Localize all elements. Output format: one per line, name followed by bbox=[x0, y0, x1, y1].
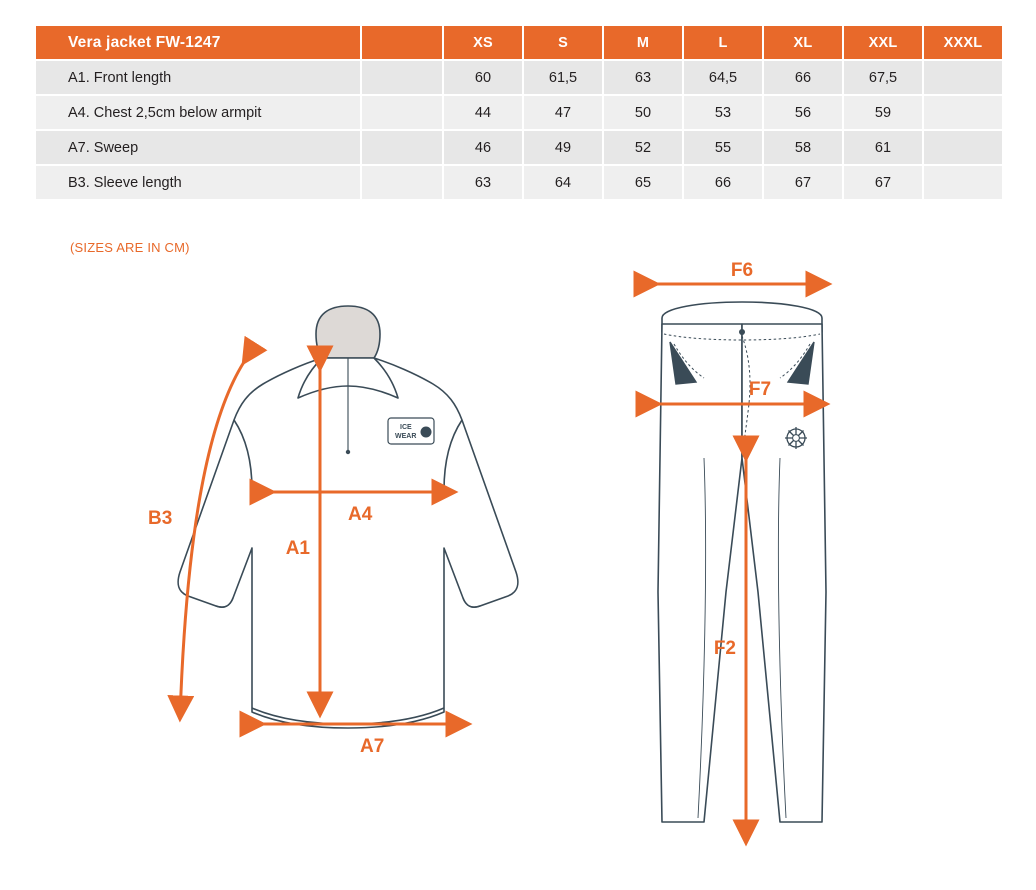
cell-xxl: 59 bbox=[843, 95, 923, 130]
cell-s: 61,5 bbox=[523, 60, 603, 95]
cell-l: 55 bbox=[683, 130, 763, 165]
cell-xs: 44 bbox=[443, 95, 523, 130]
cell-m: 50 bbox=[603, 95, 683, 130]
cell-xxxl bbox=[923, 95, 1003, 130]
size-chart-table bbox=[34, 24, 1004, 201]
jacket-figure bbox=[120, 262, 560, 787]
cell-l: 53 bbox=[683, 95, 763, 130]
table-title-cell: Vera jacket FW-1247 bbox=[35, 25, 361, 60]
cell-xs: 60 bbox=[443, 60, 523, 95]
measure-label-b3: B3 bbox=[148, 508, 173, 529]
row-blank bbox=[361, 130, 443, 165]
cell-xs: 63 bbox=[443, 165, 523, 200]
measure-label-a1: A1 bbox=[285, 538, 310, 559]
table-header-xxxl: XXXL bbox=[923, 25, 1003, 60]
svg-text:ICE: ICE bbox=[400, 424, 412, 431]
measure-label-f2: F2 bbox=[713, 638, 736, 659]
cell-xxxl bbox=[923, 60, 1003, 95]
cell-l: 64,5 bbox=[683, 60, 763, 95]
table-header-s: S bbox=[523, 25, 603, 60]
table-body bbox=[35, 60, 1003, 200]
cell-xs: 46 bbox=[443, 130, 523, 165]
table-header-xl: XL bbox=[763, 25, 843, 60]
cell-xxl: 67 bbox=[843, 165, 923, 200]
table-row bbox=[35, 60, 1003, 95]
table-row bbox=[35, 165, 1003, 200]
cell-xxxl bbox=[923, 130, 1003, 165]
cell-xl: 67 bbox=[763, 165, 843, 200]
table-row bbox=[35, 95, 1003, 130]
measure-label-a7: A7 bbox=[360, 736, 385, 757]
row-blank bbox=[361, 165, 443, 200]
cell-s: 64 bbox=[523, 165, 603, 200]
table-header-blank bbox=[361, 25, 443, 60]
table-header-m: M bbox=[603, 25, 683, 60]
cell-m: 52 bbox=[603, 130, 683, 165]
cell-xl: 56 bbox=[763, 95, 843, 130]
table-header-l: L bbox=[683, 25, 763, 60]
svg-text:WEAR: WEAR bbox=[395, 433, 417, 440]
brand-logo-icon bbox=[388, 418, 434, 444]
table-header bbox=[35, 25, 1003, 60]
cell-xxxl bbox=[923, 165, 1003, 200]
cell-xxl: 67,5 bbox=[843, 60, 923, 95]
row-label: A1. Front length bbox=[35, 60, 361, 95]
cell-m: 65 bbox=[603, 165, 683, 200]
cell-m: 63 bbox=[603, 60, 683, 95]
table-row bbox=[35, 130, 1003, 165]
table-header-xxl: XXL bbox=[843, 25, 923, 60]
row-label: B3. Sleeve length bbox=[35, 165, 361, 200]
row-label: A7. Sweep bbox=[35, 130, 361, 165]
row-blank bbox=[361, 95, 443, 130]
measure-label-f7: F7 bbox=[748, 379, 772, 400]
cell-s: 47 bbox=[523, 95, 603, 130]
figures-area bbox=[0, 262, 1036, 882]
button-icon bbox=[739, 329, 745, 335]
pants-figure bbox=[600, 262, 940, 867]
cell-xl: 66 bbox=[763, 60, 843, 95]
cell-l: 66 bbox=[683, 165, 763, 200]
row-blank bbox=[361, 60, 443, 95]
size-chart-table-container bbox=[34, 24, 1002, 201]
units-note: (SIZES ARE IN CM) bbox=[70, 240, 190, 255]
cell-s: 49 bbox=[523, 130, 603, 165]
measure-label-f6: F6 bbox=[730, 262, 754, 281]
row-label: A4. Chest 2,5cm below armpit bbox=[35, 95, 361, 130]
table-header-row bbox=[35, 25, 1003, 60]
cell-xxl: 61 bbox=[843, 130, 923, 165]
table-header-xs: XS bbox=[443, 25, 523, 60]
measure-label-a4: A4 bbox=[348, 504, 373, 525]
cell-xl: 58 bbox=[763, 130, 843, 165]
